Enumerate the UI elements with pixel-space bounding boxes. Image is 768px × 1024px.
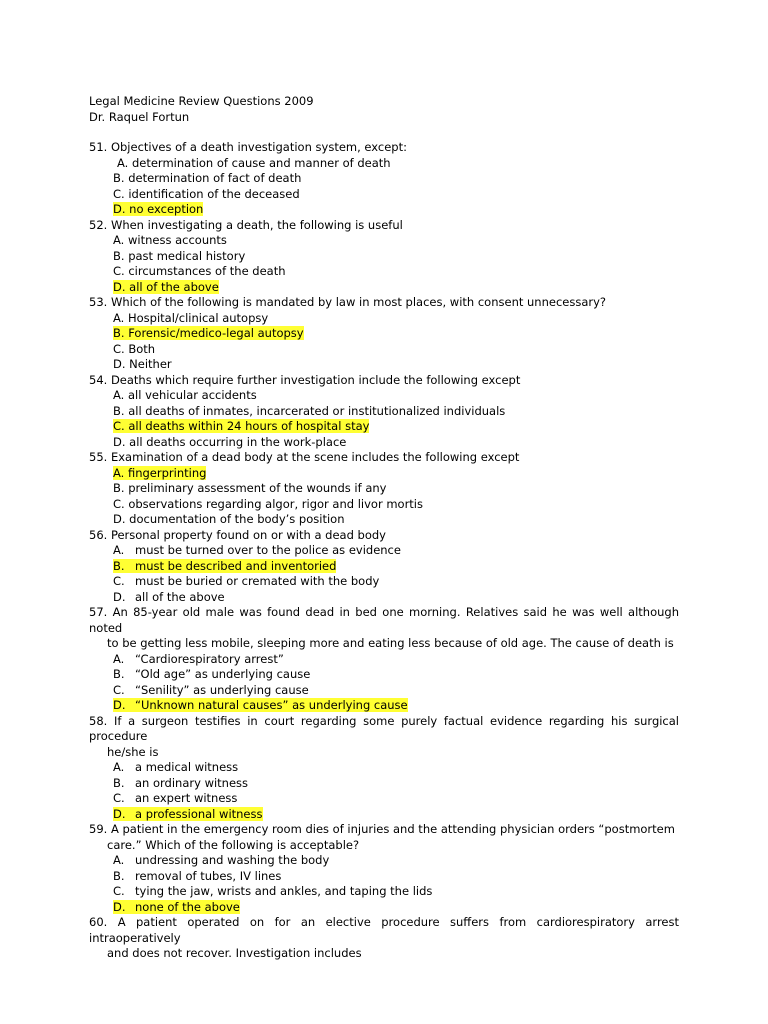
document-title: Legal Medicine Review Questions 2009: [89, 94, 314, 108]
question-stem: 59. A patient in the emergency room dies of injuries and the attending physician orders “postmortem: [89, 822, 675, 836]
answer-option: C. observations regarding algor, rigor and livor mortis: [113, 496, 423, 511]
question-60: [89, 915, 679, 962]
answer-option: B. determination of fact of death: [113, 171, 302, 185]
question-stem-continued: he/she is: [107, 744, 159, 759]
question-stem: 56. Personal property found on or with a dead body: [89, 527, 386, 542]
answer-option: C. Both: [113, 341, 156, 356]
question-stem: 53. Which of the following is mandated by law in most places, with consent unnecessary?: [89, 295, 607, 309]
answer-option: C. tying the jaw, wrists and ankles, and taping the lids: [113, 884, 433, 898]
answer-option: A. a medical witness: [113, 760, 239, 774]
answer-option: D. all of the above: [113, 589, 225, 604]
answer-option: A. Hospital/clinical autopsy: [113, 310, 269, 325]
answer-option: B. preliminary assessment of the wounds if any: [113, 481, 387, 495]
question-stem-continued: and does not recover. Investigation includes: [107, 946, 362, 960]
answer-option: D. all deaths occurring in the work-place: [113, 434, 347, 449]
question-stem: 55. Examination of a dead body at the scene includes the following except: [89, 450, 520, 464]
question-stem: 60. A patient operated on for an elective procedure suffers from cardiorespiratory arrest intraoperatively: [89, 915, 679, 945]
question-56: [89, 528, 679, 606]
answer-option: B. an ordinary witness: [113, 775, 249, 790]
correct-answer-option: D. no exception: [113, 202, 204, 216]
answer-option: A. determination of cause and manner of death: [117, 155, 391, 170]
question-stem: 52. When investigating a death, the following is useful: [89, 217, 403, 232]
answer-option: C. identification of the deceased: [113, 186, 300, 201]
answer-option: B. all deaths of inmates, incarcerated or institutionalized individuals: [113, 403, 506, 418]
question-52: [89, 218, 679, 296]
document-author: Dr. Raquel Fortun: [89, 109, 190, 124]
question-stem-continued: to be getting less mobile, sleeping more and eating less because of old age. The cause of death is: [107, 636, 674, 650]
answer-option: A. all vehicular accidents: [113, 388, 257, 402]
answer-option: C. an expert witness: [113, 791, 238, 805]
question-58: [89, 714, 679, 823]
answer-option: A. witness accounts: [113, 233, 227, 247]
question-53: [89, 295, 679, 373]
correct-answer-option: D. “Unknown natural causes” as underlying cause: [113, 698, 408, 712]
correct-answer-option: C. all deaths within 24 hours of hospital stay: [113, 419, 370, 433]
answer-option: B. removal of tubes, IV lines: [113, 868, 282, 883]
correct-answer-option: A. fingerprinting: [113, 465, 207, 480]
correct-answer-option: B. Forensic/medico-legal autopsy: [113, 326, 304, 340]
correct-answer-option: D. a professional witness: [113, 806, 263, 821]
answer-option: B. “Old age” as underlying cause: [113, 667, 311, 681]
question-57: [89, 605, 679, 714]
question-stem: 57. An 85-year old male was found dead in bed one morning. Relatives said he was well although noted: [89, 605, 679, 635]
question-list: [89, 140, 679, 962]
document-header: [89, 94, 314, 125]
question-54: [89, 373, 679, 451]
answer-option: C. “Senility” as underlying cause: [113, 682, 309, 697]
correct-answer-option: B. must be described and inventoried: [113, 558, 337, 573]
answer-option: D. Neither: [113, 357, 172, 371]
answer-option: B. past medical history: [113, 248, 246, 263]
answer-option: A. undressing and washing the body: [113, 853, 330, 867]
question-59: [89, 822, 679, 915]
question-stem: 54. Deaths which require further investigation include the following except: [89, 372, 521, 387]
answer-option: A. must be turned over to the police as evidence: [113, 543, 401, 557]
answer-option: D. documentation of the body’s position: [113, 512, 345, 526]
answer-option: C. must be buried or cremated with the body: [113, 574, 380, 588]
answer-option: C. circumstances of the death: [113, 264, 286, 278]
correct-answer-option: D. all of the above: [113, 279, 219, 294]
question-stem-continued: care.” Which of the following is acceptable?: [107, 837, 360, 852]
question-51: [89, 140, 679, 218]
question-55: [89, 450, 679, 528]
answer-option: A. “Cardiorespiratory arrest”: [113, 651, 284, 666]
correct-answer-option: D. none of the above: [113, 899, 240, 914]
question-stem: 51. Objectives of a death investigation system, except:: [89, 140, 407, 154]
question-stem: 58. If a surgeon testifies in court regarding some purely factual evidence regarding his surgical procedure: [89, 713, 679, 743]
